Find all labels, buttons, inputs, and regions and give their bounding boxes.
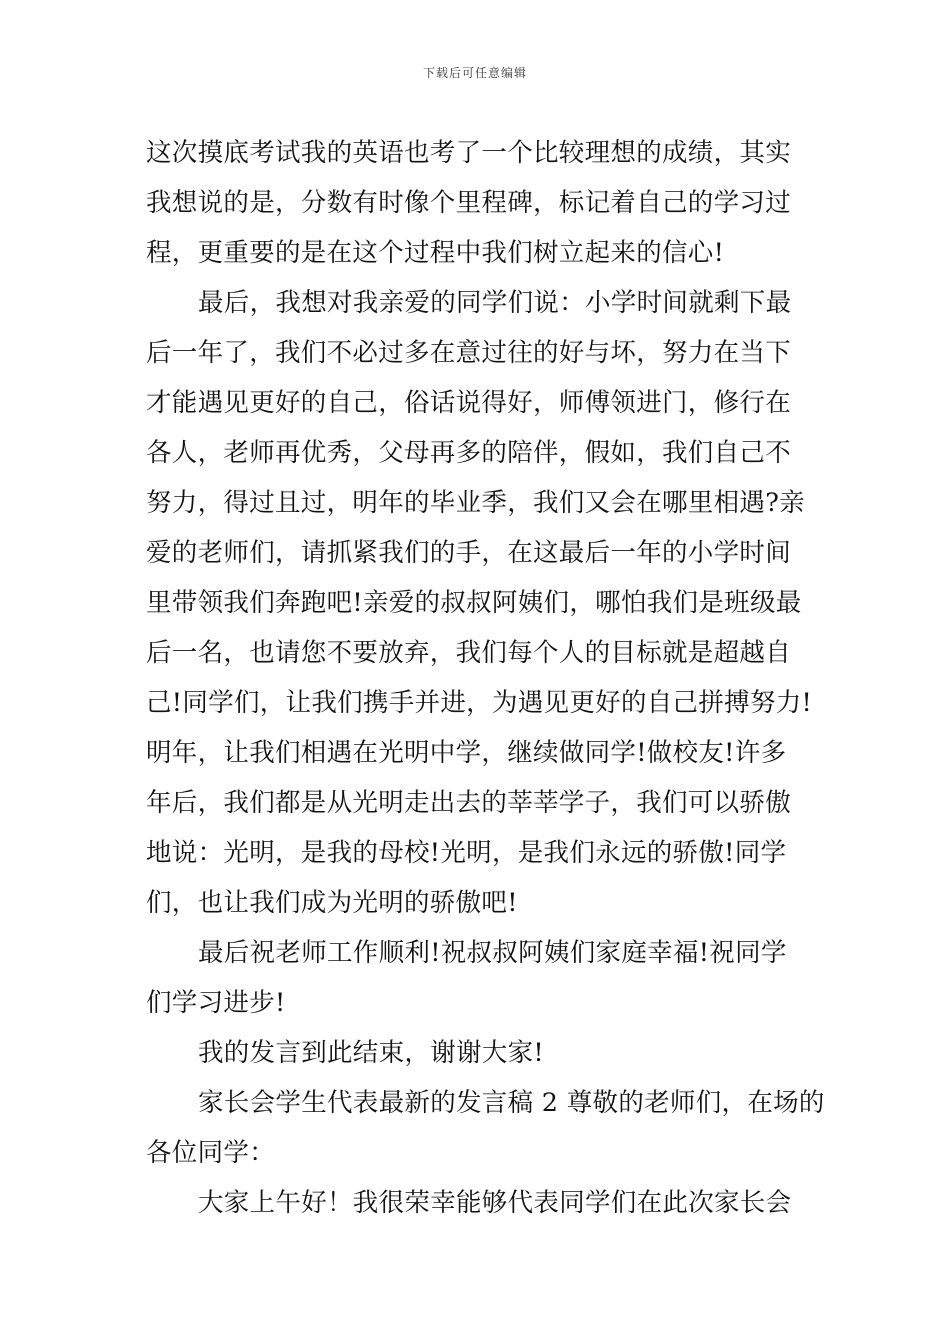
paragraph	[146, 128, 818, 278]
page-header: 下载后可任意编辑	[422, 66, 527, 80]
paragraph	[146, 928, 818, 1028]
paragraph	[146, 278, 818, 928]
text-line: 己!同学们，让我们携手并进，为遇见更好的自己拼搏努力!	[146, 688, 813, 718]
text-line: 后一年了，我们不必过多在意过往的好与坏，努力在当下	[146, 338, 792, 368]
text-line: 这次摸底考试我的英语也考了一个比较理想的成绩，其实	[146, 138, 792, 168]
text-line: 程，更重要的是在这个过程中我们树立起来的信心!	[146, 238, 725, 268]
text-line: 最后祝老师工作顺利!祝叔叔阿姨们家庭幸福!祝同学	[198, 938, 787, 968]
text-line: 爱的老师们，请抓紧我们的手，在这最后一年的小学时间	[146, 538, 792, 568]
text-line: 们，也让我们成为光明的骄傲吧!	[146, 888, 518, 918]
text-line: 地说：光明，是我的母校!光明，是我们永远的骄傲!同学	[146, 838, 787, 868]
text-line: 后一名，也请您不要放弃，我们每个人的目标就是超越自	[146, 638, 792, 668]
text-line: 才能遇见更好的自己，俗话说得好，师傅领进门，修行在	[146, 388, 792, 418]
document-body	[146, 128, 825, 1228]
text-line: 各人，老师再优秀，父母再多的陪伴，假如，我们自己不	[146, 438, 792, 468]
paragraph	[146, 1078, 825, 1178]
text-line: 年后，我们都是从光明走出去的莘莘学子，我们可以骄傲	[146, 788, 792, 818]
text-line: 我的发言到此结束，谢谢大家!	[198, 1038, 544, 1068]
text-line: 大家上午好！我很荣幸能够代表同学们在此次家长会	[198, 1188, 792, 1218]
text-line: 各位同学：	[146, 1138, 276, 1168]
text-line: 们学习进步!	[146, 988, 286, 1018]
text-line: 最后，我想对我亲爱的同学们说：小学时间就剩下最	[198, 288, 792, 318]
text-line: 里带领我们奔跑吧!亲爱的叔叔阿姨们，哪怕我们是班级最	[146, 588, 802, 618]
text-line: 家长会学生代表最新的发言稿 2 尊敬的老师们，在场的	[198, 1088, 825, 1118]
text-line: 明年，让我们相遇在光明中学，继续做同学!做校友!许多	[146, 738, 787, 768]
paragraph	[146, 1028, 818, 1078]
paragraph	[146, 1178, 818, 1228]
text-line: 努力，得过且过，明年的毕业季，我们又会在哪里相遇?亲	[146, 488, 805, 518]
text-line: 我想说的是，分数有时像个里程碑，标记着自己的学习过	[146, 188, 792, 218]
